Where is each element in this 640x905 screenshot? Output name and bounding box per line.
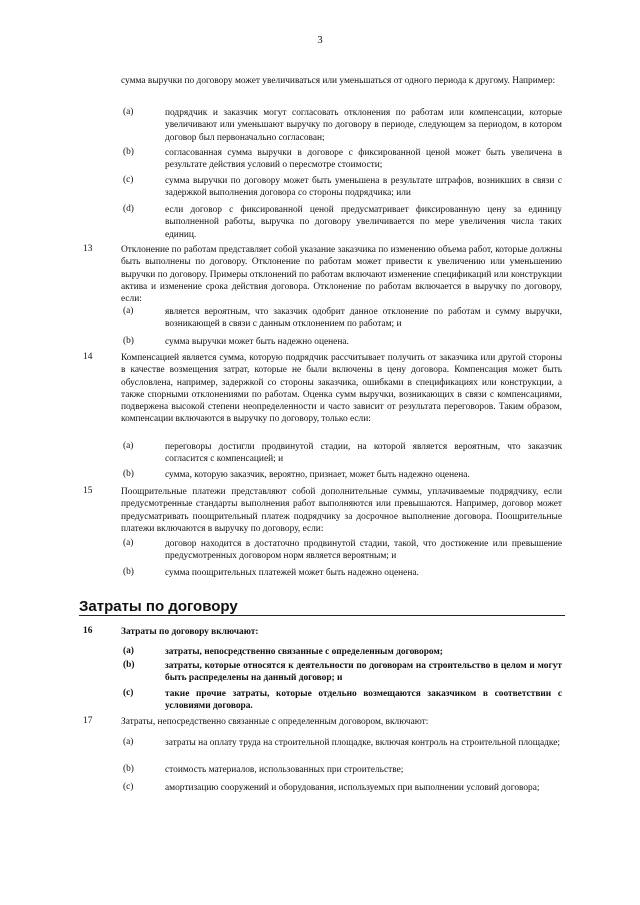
intro-paragraph: сумма выручки по договору может увеличиваться или уменьшаться от одного периода к другому. Например: <box>121 76 556 86</box>
p16-item-c-letter: (c) <box>123 688 134 698</box>
p17-item-a-letter: (a) <box>123 737 134 747</box>
intro-item-a: подрядчик и заказчик могут согласовать отклонения по работам или компенсации, которые увеличивают или уменьшают выручку по договору в периоде, следующем за периодом, в котором договор был первоначально согласован; <box>165 108 562 143</box>
p13-item-b-letter: (b) <box>123 336 134 346</box>
intro-item-c: сумма выручки по договору может быть уменьшена в результате штрафов, возникших в связи с задержкой выполнения договора со стороны подрядчика; или <box>165 176 562 199</box>
intro-item-b: согласованная сумма выручки в договоре с фиксированной ценой может быть увеличена в результате действия условий о пересмотре стоимости; <box>165 148 562 171</box>
intro-item-a-letter: (a) <box>123 107 134 117</box>
p16-item-a-letter: (a) <box>123 646 134 656</box>
p14-item-b-letter: (b) <box>123 469 134 479</box>
p13-item-b: сумма выручки может быть надежно оценена. <box>165 337 349 347</box>
p16-item-a: затраты, непосредственно связанные с определенным договором; <box>165 647 443 657</box>
p16-item-b: затраты, которые относятся к деятельности по договорам на строительство в целом и могут быть распределены на данный договор; и <box>165 661 562 684</box>
p14-item-a-letter: (a) <box>123 441 134 451</box>
intro-item-d-letter: (d) <box>123 204 134 214</box>
p15-item-b: сумма поощрительных платежей может быть надежно оценена. <box>165 568 419 578</box>
paragraph-14-number: 14 <box>83 352 93 362</box>
intro-item-d: если договор с фиксированной ценой предусматривает фиксированную цену за единицу выполненной работы, выручка по договору увеличивается по мере увеличения числа таких единиц. <box>165 205 562 240</box>
p17-item-c: амортизацию сооружений и оборудования, используемых при выполнении условий договора; <box>165 783 540 793</box>
intro-item-c-letter: (c) <box>123 175 134 185</box>
paragraph-16-number: 16 <box>83 626 93 636</box>
paragraph-17: Затраты, непосредственно связанные с определенным договором, включают: <box>121 717 429 727</box>
p13-item-a-letter: (a) <box>123 306 134 316</box>
p16-item-b-letter: (b) <box>123 660 135 670</box>
paragraph-13: Отклонение по работам представляет собой указание заказчика по изменению объема работ, которые должны быть выполнены по договору. Отклонение по работам может привести к увеличению или уменьшению выручки по договору. Примеры отклонений по работам включают изменение спецификаций или конструкции актива и изменение срока действия договора. Отклонение по работам включается в выручку по договору, если: <box>121 245 562 305</box>
p17-item-c-letter: (c) <box>123 782 134 792</box>
p13-item-a: является вероятным, что заказчик одобрит данное отклонение по работам и сумму выручки, возникающей в связи с данным отклонением по работам; и <box>165 307 562 330</box>
page-number: 3 <box>317 35 323 46</box>
section-heading: Затраты по договору <box>79 598 238 615</box>
paragraph-15: Поощрительные платежи представляют собой дополнительные суммы, уплачиваемые подрядчику, если предусмотренные стандарты выполнения работ выполняются или превышаются. Например, договор может предусматривать поощрительный платеж подрядчику за досрочное выполнение договора. Поощрительные платежи включаются в выручку по договору, если: <box>121 487 562 534</box>
paragraph-13-number: 13 <box>83 244 93 254</box>
p15-item-a: договор находится в достаточно продвинутой стадии, такой, что достижение или превышение предусмотренных договором норм является вероятным; и <box>165 539 562 562</box>
paragraph-14: Компенсацией является сумма, которую подрядчик рассчитывает получить от заказчика или другой стороны в качестве возмещения затрат, которые не были включены в цену договора. Компенсация может быть обусловлена, например, задержкой со стороны заказчика, ошибками в спецификациях или конструкции, а также спорными отклонениями по работам. Оценка сумм выручки, возникающих в связи с компенсациями, подвержена высокой степени неопределенности и часто зависит от результата переговоров. Таким образом, компенсации включаются в выручку по договору, только если: <box>121 353 562 425</box>
p15-item-a-letter: (a) <box>123 538 134 548</box>
paragraph-16: Затраты по договору включают: <box>121 627 259 637</box>
p17-item-a: затраты на оплату труда на строительной площадке, включая контроль на строительной площадке; <box>165 738 560 748</box>
p17-item-b-letter: (b) <box>123 764 134 774</box>
heading-rule <box>79 615 565 616</box>
intro-item-b-letter: (b) <box>123 147 134 157</box>
paragraph-15-number: 15 <box>83 486 93 496</box>
paragraph-17-number: 17 <box>83 716 93 726</box>
p16-item-c: такие прочие затраты, которые отдельно возмещаются заказчиком в соответствии с условиями договора. <box>165 689 562 712</box>
p14-item-a: переговоры достигли продвинутой стадии, на которой является вероятным, что заказчик согласится с компенсацией; и <box>165 442 562 465</box>
p14-item-b: сумма, которую заказчик, вероятно, признает, может быть надежно оценена. <box>165 470 470 480</box>
p15-item-b-letter: (b) <box>123 567 134 577</box>
p17-item-b: стоимость материалов, использованных при строительстве; <box>165 765 404 775</box>
